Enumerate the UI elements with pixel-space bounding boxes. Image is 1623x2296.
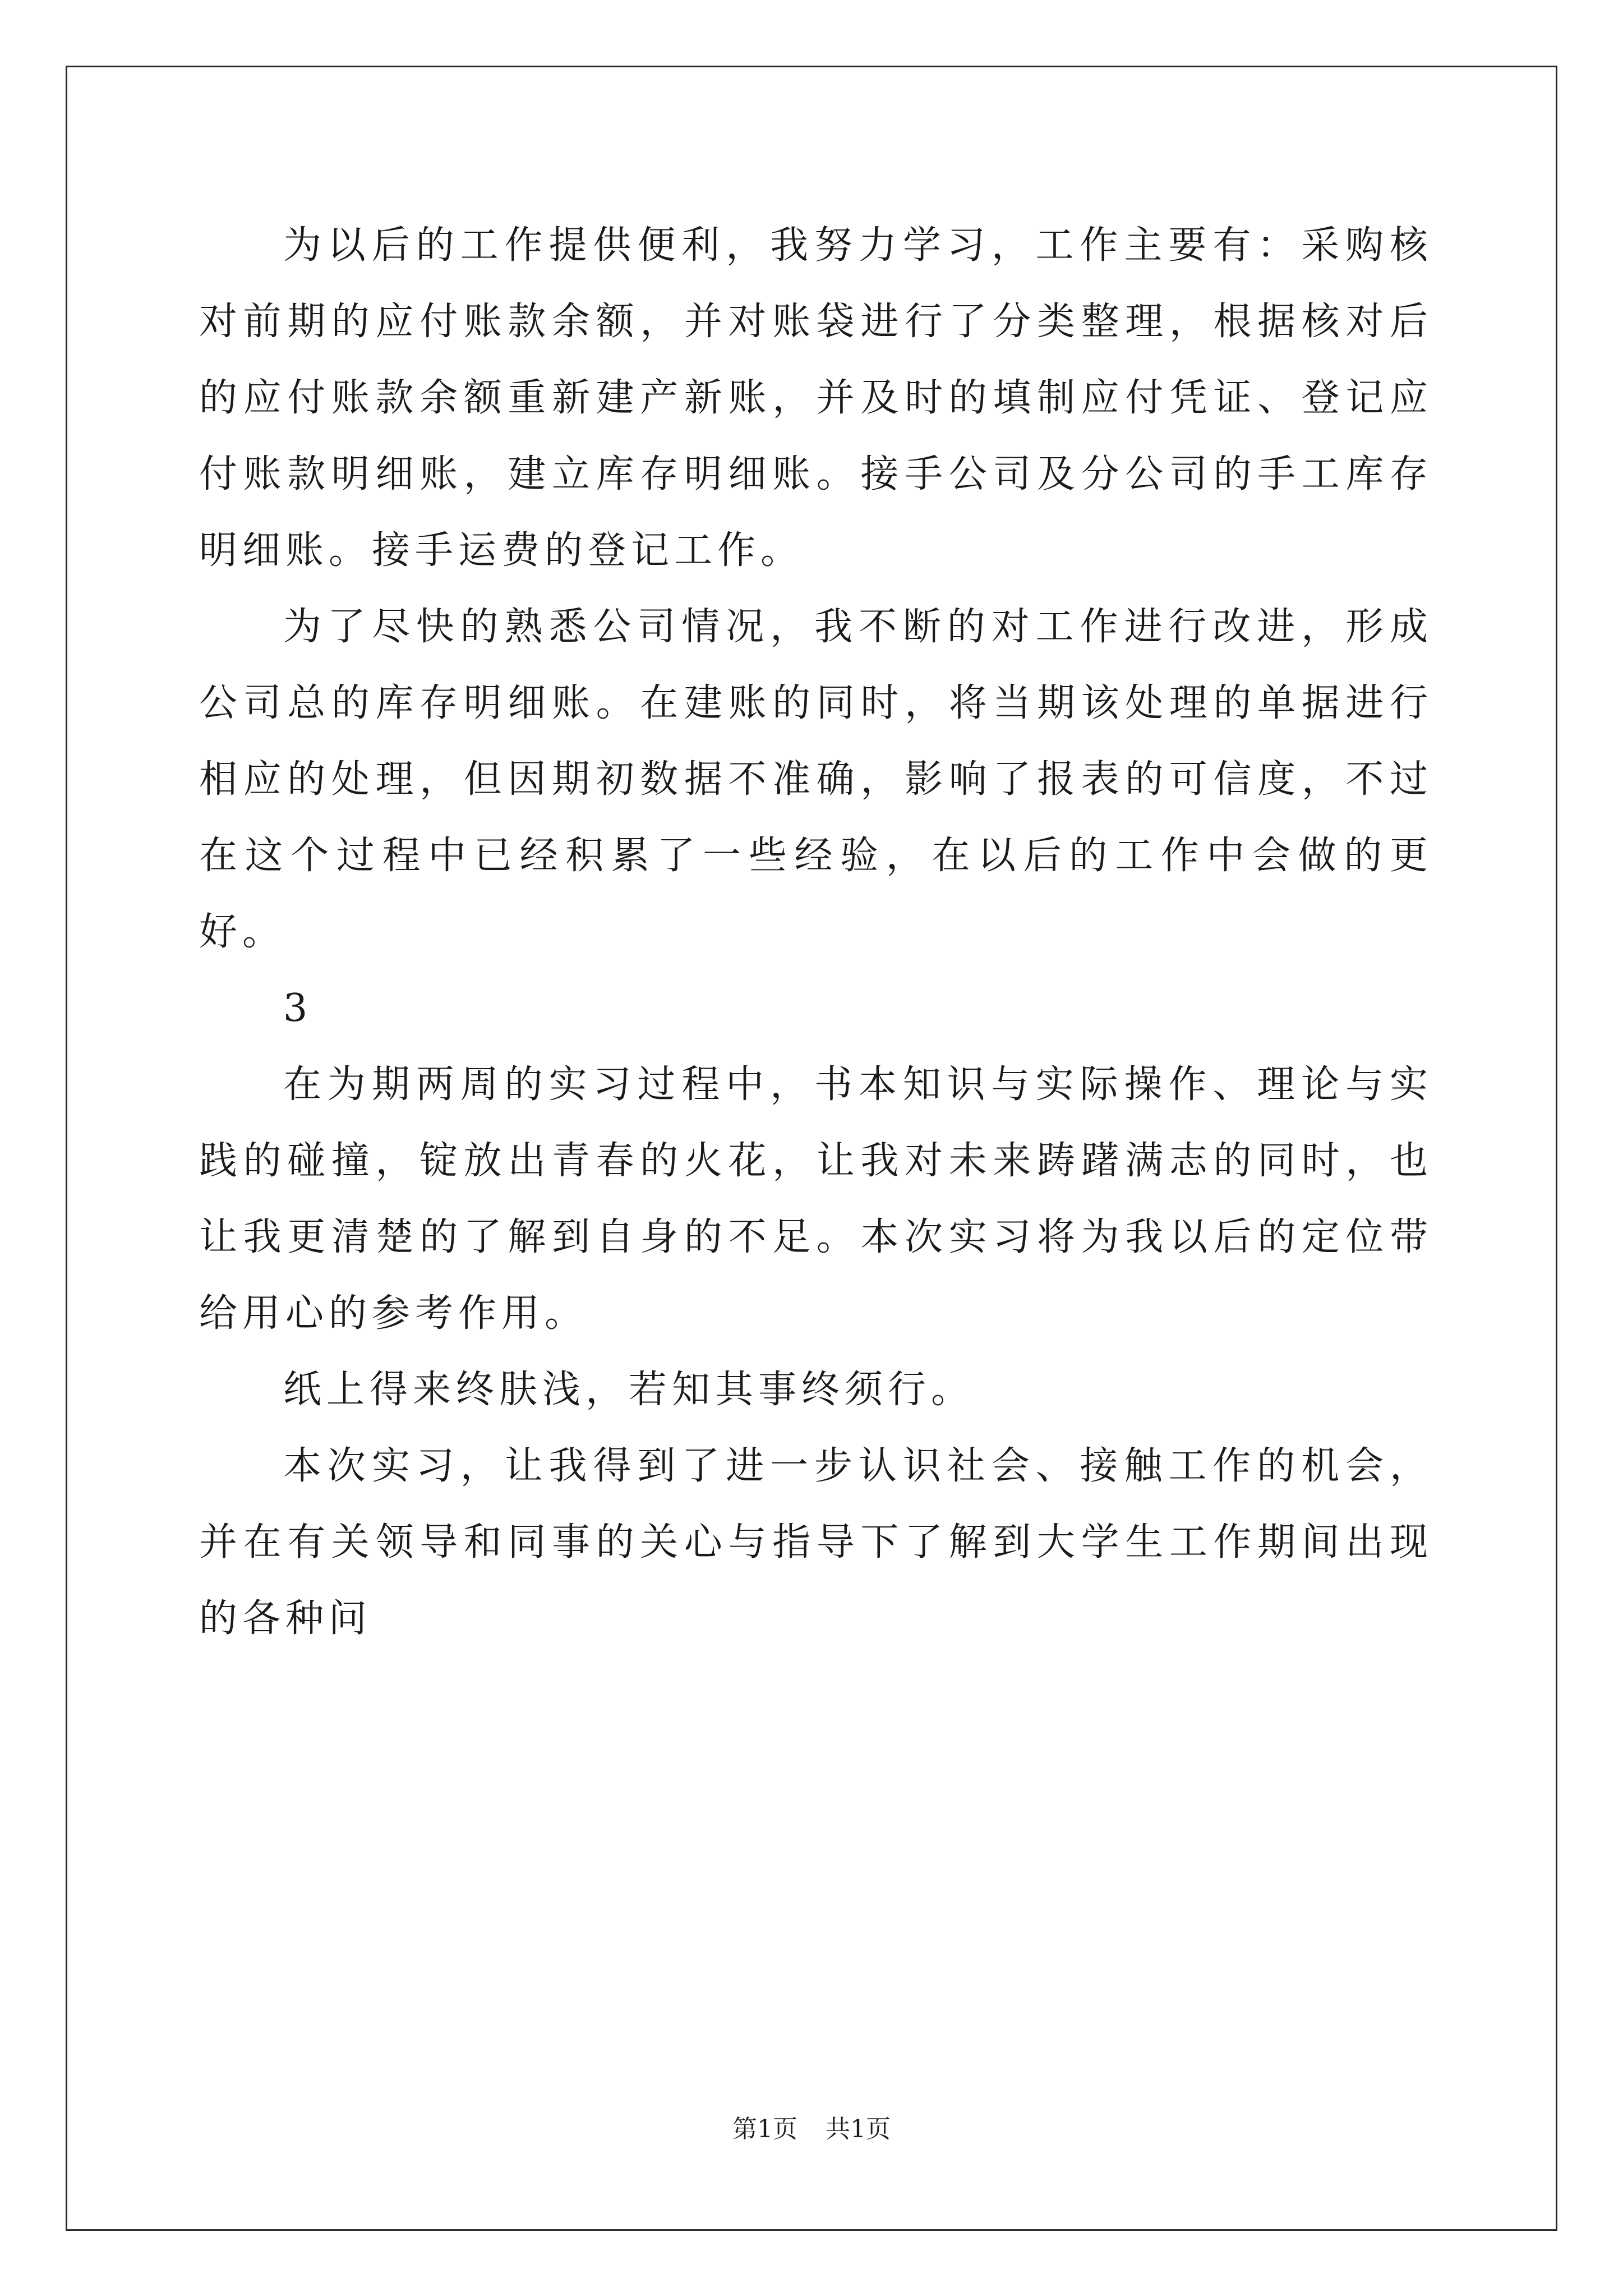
page-number: 第1页 (732, 2115, 797, 2143)
paragraph: 为以后的工作提供便利，我努力学习，工作主要有：采购核对前期的应付账款余额，并对账袋进行了分类整理，根据核对后的应付账款余额重新建产新账，并及时的填制应付凭证、登记应付账款明细账，建立库存明细账。接手公司及分公司的手工库存明细账。接手运费的登记工作。 (199, 223, 1433, 573)
paragraph: 纸上得来终肤浅，若知其事终须行。 (283, 1368, 975, 1412)
document-body (199, 208, 1433, 1657)
page-footer (0, 2113, 1623, 2146)
page-total: 共1页 (826, 2115, 891, 2143)
paragraph: 在为期两周的实习过程中，书本知识与实际操作、理论与实践的碰撞，锭放出青春的火花，让我对未来踌躇满志的同时，也让我更清楚的了解到自身的不足。本次实习将为我以后的定位带给用心的参考作用。 (199, 1062, 1433, 1336)
paragraph: 本次实习，让我得到了进一步认识社会、接触工作的机会，并在有关领导和同事的关心与指导下了解到大学生工作期间出现的各种问 (199, 1444, 1433, 1641)
paragraph: 为了尽快的熟悉公司情况，我不断的对工作进行改进，形成公司总的库存明细账。在建账的同时，将当期该处理的单据进行相应的处理，但因期初数据不准确，影响了报表的可信度，不过在这个过程中已经积累了一些经验，在以后的工作中会做的更好。 (199, 605, 1433, 954)
section-number: 3 (283, 986, 308, 1030)
